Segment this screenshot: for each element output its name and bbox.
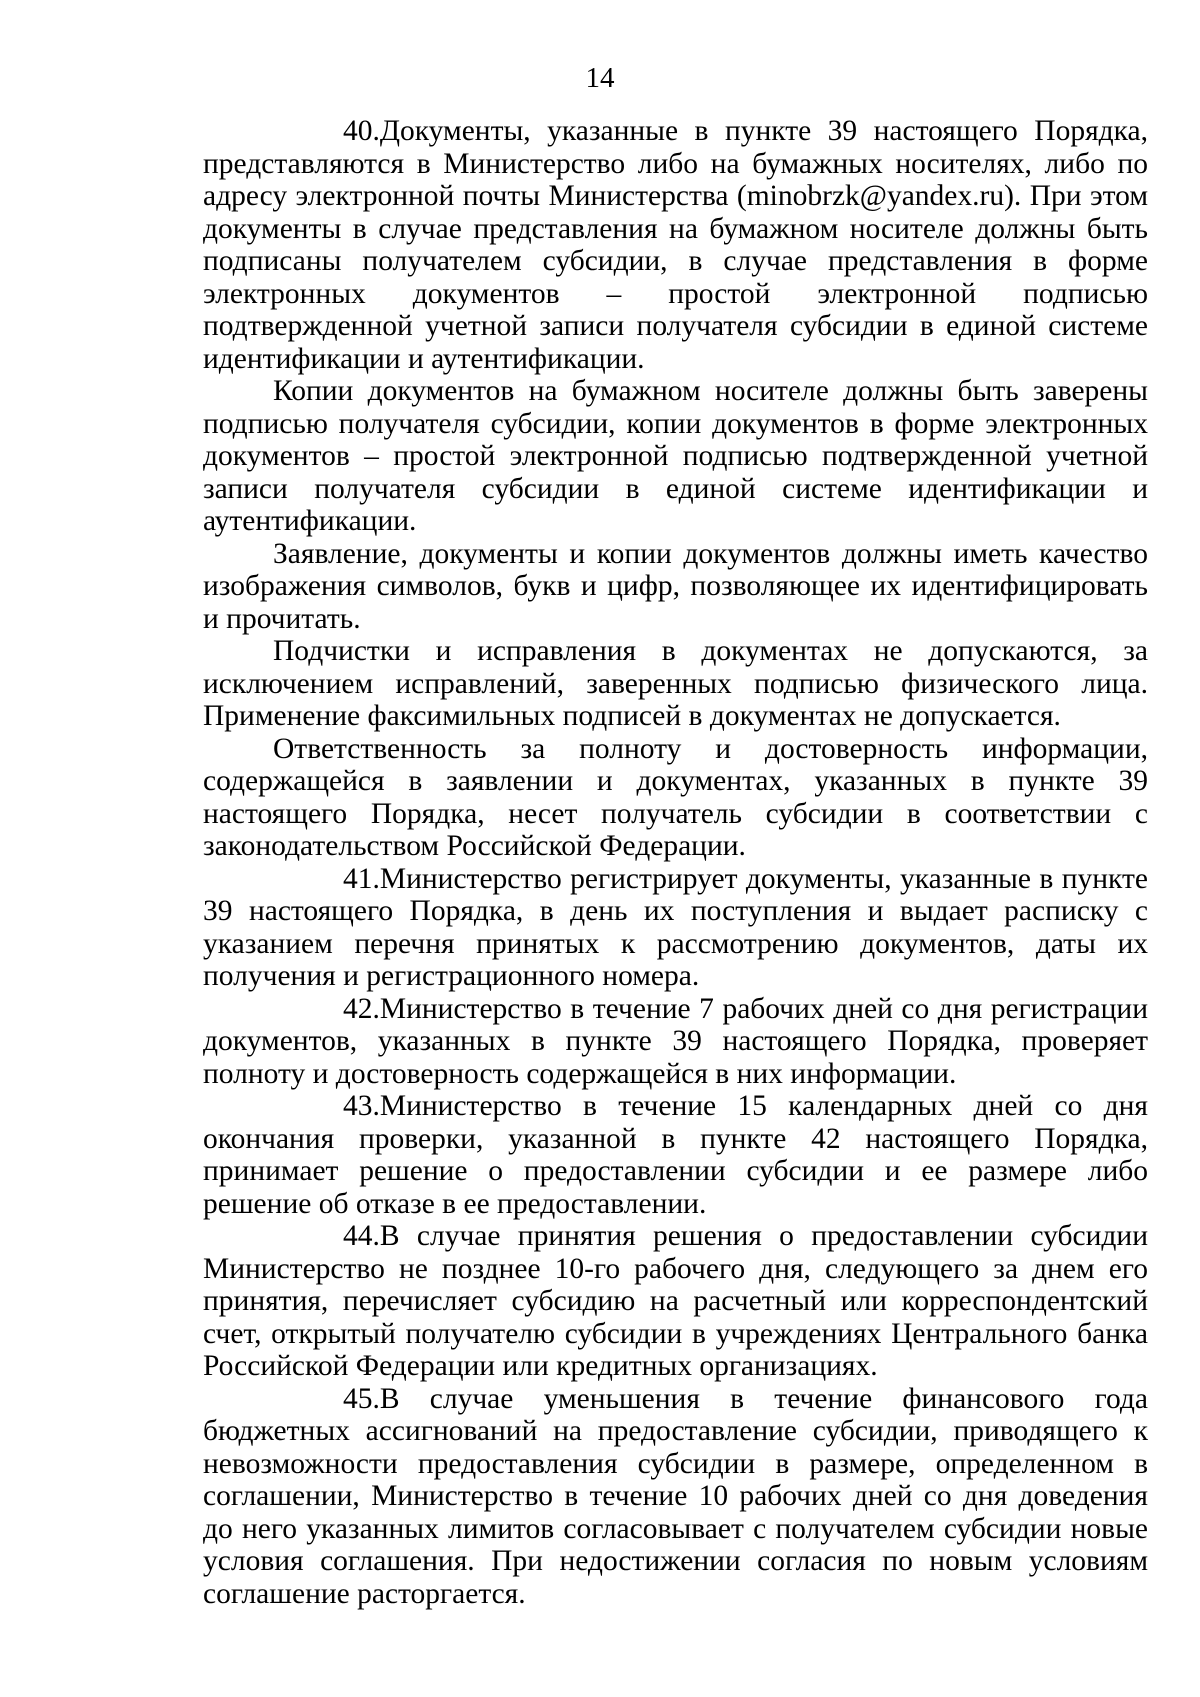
- paragraph-40: [203, 115, 1148, 375]
- document-body: [203, 115, 1148, 1610]
- paragraph-text: Ответственность за полноту и достоверность информации, содержащейся в заявлении и документах, указанных в пункте 39 настоящего Порядка, несет получатель субсидии в соответствии с законодательством Российской Федерации.: [203, 732, 1148, 862]
- paragraph-text: В случае уменьшения в течение финансового года бюджетных ассигнований на предоставление субсидии, приводящего к невозможности предоставления субсидии в размере, определенном в соглашении, Министерство в течение 10 рабочих дней со дня доведения до него указанных лимитов согласовывает с получателем субсидии новые условия соглашения. При недостижении согласия по новым условиям соглашение расторгается.: [203, 1382, 1148, 1610]
- paragraph-40-quality: [203, 538, 1148, 636]
- paragraph-text: Подчистки и исправления в документах не допускаются, за исключением исправлений, заверенных подписью физического лица. Применение факсимильных подписей в документах не допускается.: [203, 635, 1148, 732]
- paragraph-45: [203, 1383, 1148, 1611]
- paragraph-text: Министерство в течение 15 календарных дней со дня окончания проверки, указанной в пункте 42 настоящего Порядка, принимает решение о предоставлении субсидии и ее размере либо решение об отказе в ее предоставлении.: [203, 1090, 1148, 1220]
- paragraph-text: Документы, указанные в пункте 39 настоящего Порядка, представляются в Министерство либо на бумажных носителях, либо по адресу электронной почты Министерства (minobrzk@yandex.ru). При этом документы в случае представления на бумажном носителе должны быть подписаны получателем субсидии, в случае представления в форме электронных документов – простой электронной подписью подтвержденной учетной записи получателя субсидии в единой системе идентификации и аутентификации.: [203, 115, 1148, 375]
- paragraph-40-copies: [203, 375, 1148, 538]
- paragraph-44: [203, 1220, 1148, 1383]
- paragraph-text: В случае принятия решения о предоставлении субсидии Министерство не позднее 10-го рабочего дня, следующего за днем его принятия, перечисляет субсидию на расчетный или корреспондентский счет, открытый получателю субсидии в учреждениях Центрального банка Российской Федерации или кредитных организациях.: [203, 1220, 1148, 1382]
- paragraph-number: 44.: [343, 1220, 380, 1252]
- paragraph-41: [203, 863, 1148, 993]
- paragraph-number: 43.: [343, 1090, 380, 1122]
- paragraph-number: 45.: [343, 1382, 380, 1415]
- paragraph-number: 41.: [343, 862, 380, 895]
- paragraph-text: Министерство регистрирует документы, указанные в пункте 39 настоящего Порядка, в день их поступления и выдает расписку с указанием перечня принятых к рассмотрению документов, даты их получения и регистрационного номера.: [203, 862, 1148, 992]
- paragraph-number: 42.: [343, 992, 380, 1025]
- paragraph-text: Заявление, документы и копии документов должны иметь качество изображения символов, букв и цифр, позволяющее их идентифицировать и прочитать.: [203, 537, 1148, 635]
- paragraph-40-responsibility: [203, 733, 1148, 863]
- paragraph-43: [203, 1090, 1148, 1220]
- paragraph-text: Министерство в течение 7 рабочих дней со дня регистрации документов, указанных в пункте 39 настоящего Порядка, проверяет полноту и достоверность содержащейся в них информации.: [203, 992, 1148, 1090]
- paragraph-42: [203, 993, 1148, 1091]
- paragraph-number: 40.: [343, 115, 380, 147]
- paragraph-text: Копии документов на бумажном носителе должны быть заверены подписью получателя субсидии, копии документов в форме электронных документов – простой электронной подписью подтвержденной учетной записи получателя субсидии в единой системе идентификации и аутентификации.: [203, 375, 1148, 537]
- paragraph-40-corrections: [203, 635, 1148, 733]
- page-number: 14: [585, 62, 615, 94]
